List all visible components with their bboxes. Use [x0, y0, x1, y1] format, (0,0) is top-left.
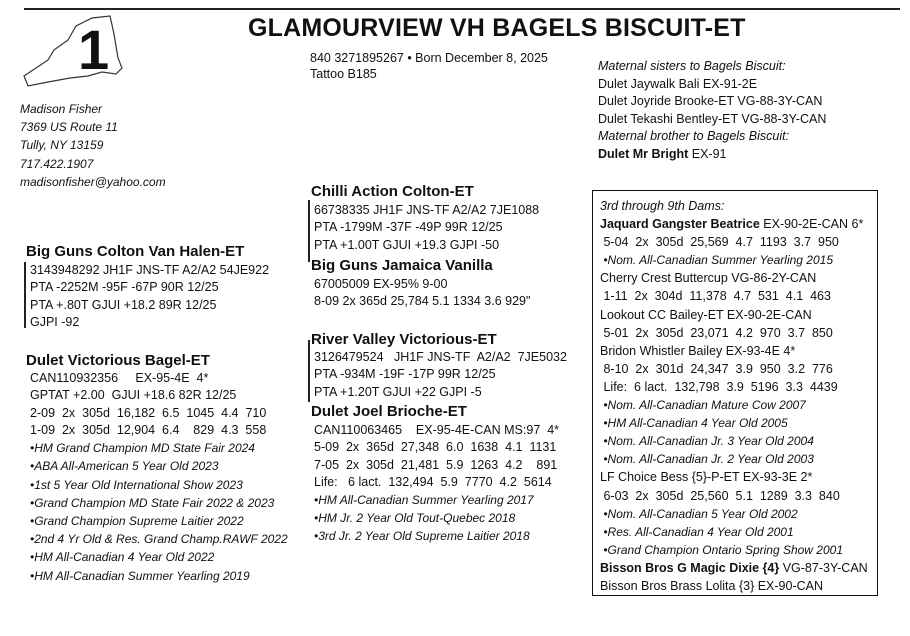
- sire-line: 3143948292 JH1F JNS-TF A2/A2 54JE922: [30, 263, 270, 277]
- paternal-grandsire-line: PTA -1799M -37F -49P 99R 12/25: [314, 220, 503, 235]
- sister-item: Dulet Joyride Brooke-ET VG-88-3Y-CAN: [598, 94, 823, 108]
- sister-item: Dulet Tekashi Bentley-ET VG-88-3Y-CAN: [598, 111, 827, 126]
- maternal-grandsire-bracket: [308, 340, 310, 402]
- extended-dams-label: 3rd through 9th Dams:: [600, 199, 725, 213]
- dam-award: •Grand Champion MD State Fair 2022 & 2023: [30, 495, 275, 510]
- dam-award: •Nom. All-Canadian Jr. 2 Year Old 2003: [600, 452, 814, 467]
- brother-score: EX-91: [688, 146, 727, 161]
- top-rule: [24, 8, 900, 10]
- lot-number: 1: [78, 18, 110, 81]
- dam-award: •Grand Champion Supreme Laitier 2022: [30, 514, 244, 528]
- maternal-grandsire-line: 3126479524 JH1F JNS-TF A2/A2 7JE5032: [314, 350, 567, 364]
- dam-record: 5-04 2x 305d 25,569 4.7 1193 3.7 950: [600, 235, 839, 250]
- dam-award: •HM All-Canadian Summer Yearling 2019: [30, 568, 250, 583]
- owner-contact: [20, 100, 166, 191]
- brother-name: Dulet Mr Bright: [598, 146, 689, 161]
- brother-label: Maternal brother to Bagels Biscuit:: [598, 129, 790, 143]
- maternal-grandsire-name: River Valley Victorious-ET: [311, 331, 497, 348]
- maternal-granddam-award: •HM Jr. 2 Year Old Tout-Quebec 2018: [314, 511, 516, 526]
- maternal-siblings: [598, 58, 826, 163]
- paternal-granddam-line: 67005009 EX-95% 9-00: [314, 277, 448, 291]
- sister-item: Dulet Jaywalk Bali EX-91-2E: [598, 76, 758, 91]
- dam-entry-name: Jaquard Gangster Beatrice: [600, 217, 760, 232]
- maternal-grandsire-line: PTA -934M -19F -17P 99R 12/25: [314, 367, 496, 382]
- dam-award: •2nd 4 Yr Old & Res. Grand Champ.RAWF 2022: [30, 532, 288, 547]
- registration-info: [310, 50, 548, 82]
- paternal-granddam-line: 8-09 2x 365d 25,784 5.1 1334 3.6 929": [314, 294, 531, 309]
- dam-line: GPTAT +2.00 GJUI +18.6 82R 12/25: [30, 388, 237, 403]
- sire-bracket: [24, 262, 26, 328]
- dam-entry: LF Choice Bess {5}-P-ET EX-93-3E 2*: [600, 470, 813, 485]
- dam-award: •HM All-Canadian 4 Year Old 2022: [30, 550, 215, 565]
- paternal-granddam-name: Big Guns Jamaica Vanilla: [311, 257, 493, 274]
- dam-entry-classification: VG-87-3Y-CAN: [779, 560, 868, 575]
- paternal-grandsire-name: Chilli Action Colton-ET: [311, 183, 474, 200]
- maternal-grandsire-line: PTA +1.20T GJUI +22 GJPI -5: [314, 384, 482, 399]
- dam-record: Life: 6 lact. 132,798 3.9 5196 3.3 4439: [600, 379, 838, 394]
- dam-award: •Nom. All-Canadian 5 Year Old 2002: [600, 506, 798, 521]
- sire-info: [30, 262, 269, 331]
- maternal-granddam-awards: [314, 491, 559, 545]
- dam-entry: [600, 559, 868, 577]
- dam-name: Dulet Victorious Bagel-ET: [26, 352, 210, 369]
- sire-name: Big Guns Colton Van Halen-ET: [26, 243, 245, 260]
- dam-entry: Lookout CC Bailey-ET EX-90-2E-CAN: [600, 307, 812, 322]
- dam-award: •1st 5 Year Old International Show 2023: [30, 477, 243, 492]
- animal-title: GLAMOURVIEW VH BAGELS BISCUIT-ET: [248, 14, 746, 42]
- maternal-granddam-line: Life: 6 lact. 132,494 5.9 7770 4.2 5614: [314, 474, 552, 489]
- sisters-label: Maternal sisters to Bagels Biscuit:: [598, 59, 786, 73]
- owner-email[interactable]: madisonfisher@yahoo.com: [20, 174, 166, 189]
- paternal-granddam-info: [314, 276, 530, 311]
- dam-entry-classification: EX-90-2E-CAN 6*: [759, 217, 864, 232]
- maternal-granddam-line: CAN110063465 EX-95-4E-CAN MS:97 4*: [314, 423, 560, 437]
- dam-awards: [30, 439, 288, 585]
- dam-record: 5-01 2x 305d 23,071 4.2 970 3.7 850: [600, 325, 833, 340]
- dam-line: 1-09 2x 305d 12,904 6.4 829 4.3 558: [30, 422, 267, 437]
- dam-award: •Nom. All-Canadian Summer Yearling 2015: [600, 253, 833, 268]
- dam-line: 2-09 2x 305d 16,182 6.5 1045 4.4 710: [30, 405, 267, 420]
- dam-award: •Nom. All-Canadian Mature Cow 2007: [600, 398, 806, 413]
- maternal-granddam-name: Dulet Joel Brioche-ET: [311, 403, 467, 420]
- dam-entry: Bridon Whistler Bailey EX-93-4E 4*: [600, 343, 796, 358]
- dam-line: CAN110932356 EX-95-4E 4*: [30, 371, 209, 385]
- paternal-grandsire-bracket: [308, 200, 310, 262]
- paternal-grandsire-info: [314, 202, 539, 254]
- brother-item: [598, 146, 826, 164]
- sire-line: GJPI -92: [30, 314, 80, 329]
- dam-award: •Nom. All-Canadian Jr. 3 Year Old 2004: [600, 434, 814, 449]
- dam-award: •Res. All-Canadian 4 Year Old 2001: [600, 524, 794, 539]
- dam-entry: [600, 215, 868, 233]
- dam-award: •Grand Champion Ontario Spring Show 2001: [600, 542, 844, 557]
- maternal-grandsire-info: [314, 349, 567, 401]
- paternal-grandsire-line: 66738335 JH1F JNS-TF A2/A2 7JE1088: [314, 203, 540, 217]
- maternal-granddam-award: •3rd Jr. 2 Year Old Supreme Laitier 2018: [314, 529, 530, 544]
- paternal-grandsire-line: PTA +1.00T GJUI +19.3 GJPI -50: [314, 237, 500, 252]
- sire-line: PTA +.80T GJUI +18.2 89R 12/25: [30, 297, 217, 312]
- dam-entry: Bisson Bros Brass Lolita {3} EX-90-CAN: [600, 578, 824, 593]
- owner-address: 7369 US Route 11: [20, 120, 118, 135]
- owner-city: Tully, NY 13159: [20, 138, 104, 153]
- dam-entry: Cherry Crest Buttercup VG-86-2Y-CAN: [600, 271, 817, 286]
- dam-entry-name: Bisson Bros G Magic Dixie {4}: [600, 560, 780, 575]
- owner-name: Madison Fisher: [20, 102, 103, 116]
- tattoo-line: Tattoo B185: [310, 67, 377, 81]
- extended-dams-list: [600, 197, 868, 595]
- dam-award: •ABA All-American 5 Year Old 2023: [30, 459, 219, 474]
- owner-phone: 717.422.1907: [20, 156, 94, 171]
- sire-line: PTA -2252M -95F -67P 90R 12/25: [30, 280, 219, 295]
- dam-award: •HM All-Canadian 4 Year Old 2005: [600, 416, 788, 431]
- dam-record: 8-10 2x 301d 24,347 3.9 950 3.2 776: [600, 361, 833, 376]
- maternal-granddam-line: 7-05 2x 305d 21,481 5.9 1263 4.2 891: [314, 457, 558, 472]
- dam-award: •HM Grand Champion MD State Fair 2024: [30, 441, 255, 456]
- maternal-granddam-award: •HM All-Canadian Summer Yearling 2017: [314, 493, 534, 508]
- dam-record: 6-03 2x 305d 25,560 5.1 1289 3.3 840: [600, 488, 840, 503]
- dam-record: 1-11 2x 304d 11,378 4.7 531 4.1 463: [600, 289, 831, 304]
- dam-info: [30, 370, 288, 585]
- registration-line: 840 3271895267 • Born December 8, 2025: [310, 51, 548, 65]
- new-york-state-icon: [18, 14, 128, 90]
- maternal-granddam-info: [314, 422, 559, 545]
- maternal-granddam-line: 5-09 2x 365d 27,348 6.0 1638 4.1 1131: [314, 440, 557, 455]
